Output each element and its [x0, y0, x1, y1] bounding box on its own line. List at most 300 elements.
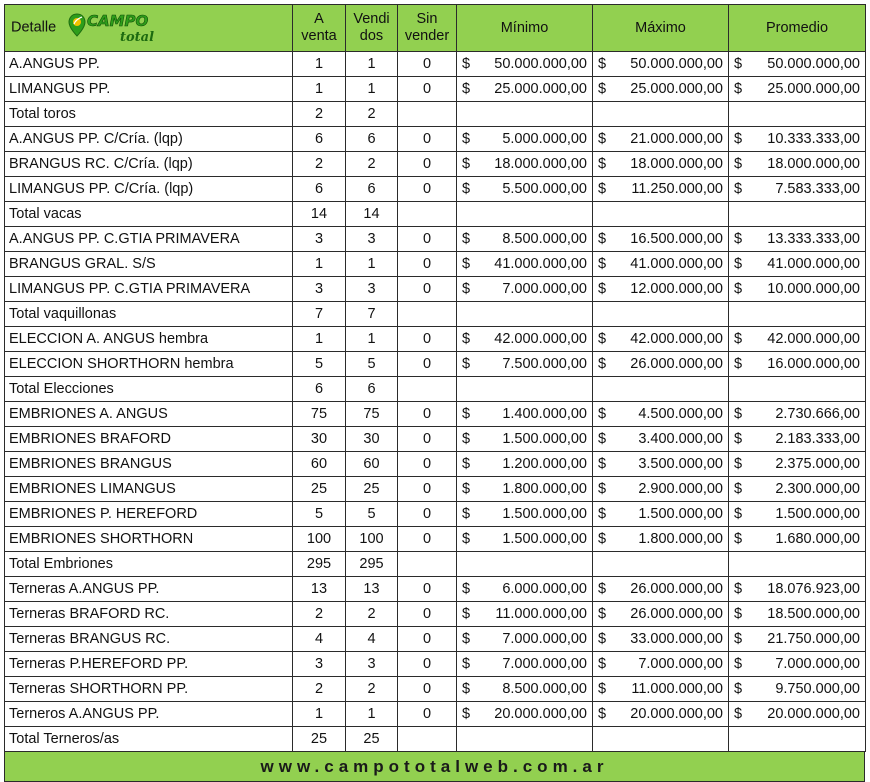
- cell-vendidos: 5: [346, 352, 398, 377]
- cell-maximo: [593, 677, 729, 702]
- currency-symbol: $: [462, 231, 471, 247]
- currency-symbol: $: [734, 631, 743, 647]
- table-row: [5, 227, 866, 252]
- currency-symbol: $: [462, 656, 471, 672]
- cell-minimo: [457, 452, 593, 477]
- cell-promedio: [729, 452, 866, 477]
- amount-maximo: 4.500.000,00: [638, 406, 723, 422]
- cell-sin-vender: 0: [398, 527, 457, 552]
- currency-symbol: $: [734, 581, 743, 597]
- amount-minimo: 42.000.000,00: [494, 331, 587, 347]
- amount-maximo: 25.000.000,00: [630, 81, 723, 97]
- cell-a-venta: 5: [293, 502, 346, 527]
- footer-website: www.campototalweb.com.ar: [4, 752, 865, 782]
- currency-symbol: $: [734, 606, 743, 622]
- currency-symbol: $: [598, 481, 607, 497]
- cell-detalle: LIMANGUS PP.: [5, 77, 293, 102]
- cell-maximo: [593, 77, 729, 102]
- total-row: [5, 377, 866, 402]
- cell-maximo: [593, 477, 729, 502]
- cell-minimo: [457, 677, 593, 702]
- header-vendidos: [346, 5, 398, 52]
- amount-promedio: 1.500.000,00: [775, 506, 860, 522]
- amount-maximo: 7.000.000,00: [638, 656, 723, 672]
- currency-symbol: $: [598, 581, 607, 597]
- amount-maximo: 3.500.000,00: [638, 456, 723, 472]
- currency-symbol: $: [734, 281, 743, 297]
- amount-promedio: 10.000.000,00: [767, 281, 860, 297]
- currency-symbol: $: [598, 606, 607, 622]
- cell-minimo: [457, 427, 593, 452]
- amount-maximo: 26.000.000,00: [630, 356, 723, 372]
- cell-detalle: Total Terneros/as: [5, 727, 293, 752]
- currency-symbol: $: [734, 706, 743, 722]
- cell-promedio: [729, 377, 866, 402]
- cell-a-venta: 3: [293, 277, 346, 302]
- cell-a-venta: 60: [293, 452, 346, 477]
- cell-maximo: [593, 127, 729, 152]
- amount-promedio: 1.680.000,00: [775, 531, 860, 547]
- currency-symbol: $: [598, 406, 607, 422]
- amount-maximo: 21.000.000,00: [630, 131, 723, 147]
- currency-symbol: $: [462, 281, 471, 297]
- cell-minimo: [457, 177, 593, 202]
- cell-minimo: [457, 477, 593, 502]
- cell-sin-vender: 0: [398, 652, 457, 677]
- cell-vendidos: 2: [346, 677, 398, 702]
- cell-sin-vender: 0: [398, 227, 457, 252]
- amount-promedio: 2.730.666,00: [775, 406, 860, 422]
- currency-symbol: $: [598, 631, 607, 647]
- cell-detalle: Terneros A.ANGUS PP.: [5, 702, 293, 727]
- currency-symbol: $: [734, 56, 743, 72]
- currency-symbol: $: [734, 431, 743, 447]
- amount-minimo: 50.000.000,00: [494, 56, 587, 72]
- cell-minimo: [457, 202, 593, 227]
- currency-symbol: $: [462, 56, 471, 72]
- cell-a-venta: 2: [293, 602, 346, 627]
- table-row: [5, 77, 866, 102]
- cell-minimo: [457, 602, 593, 627]
- currency-symbol: $: [734, 131, 743, 147]
- table-row: [5, 527, 866, 552]
- cell-a-venta: 5: [293, 352, 346, 377]
- cell-a-venta: 1: [293, 702, 346, 727]
- currency-symbol: $: [598, 156, 607, 172]
- cell-a-venta: 100: [293, 527, 346, 552]
- cell-sin-vender: [398, 102, 457, 127]
- cell-sin-vender: [398, 727, 457, 752]
- cell-sin-vender: 0: [398, 452, 457, 477]
- cell-detalle: ELECCION SHORTHORN hembra: [5, 352, 293, 377]
- cell-maximo: [593, 177, 729, 202]
- amount-promedio: 25.000.000,00: [767, 81, 860, 97]
- cell-vendidos: 13: [346, 577, 398, 602]
- currency-symbol: $: [734, 531, 743, 547]
- cell-minimo: [457, 402, 593, 427]
- cell-minimo: [457, 327, 593, 352]
- header-vendidos-line2: dos: [359, 28, 384, 44]
- cell-maximo: [593, 577, 729, 602]
- header-detalle-label: Detalle: [11, 19, 57, 36]
- cell-vendidos: 75: [346, 402, 398, 427]
- amount-maximo: 16.500.000,00: [630, 231, 723, 247]
- cell-sin-vender: [398, 377, 457, 402]
- cell-a-venta: 1: [293, 252, 346, 277]
- cell-vendidos: 3: [346, 277, 398, 302]
- cell-a-venta: 1: [293, 327, 346, 352]
- cell-promedio: [729, 677, 866, 702]
- currency-symbol: $: [598, 531, 607, 547]
- cell-promedio: [729, 227, 866, 252]
- cell-promedio: [729, 127, 866, 152]
- amount-promedio: 13.333.333,00: [767, 231, 860, 247]
- cell-minimo: [457, 527, 593, 552]
- cell-sin-vender: 0: [398, 627, 457, 652]
- header-a-venta-line2: venta: [301, 28, 337, 44]
- currency-symbol: $: [734, 231, 743, 247]
- header-promedio: Promedio: [729, 5, 866, 52]
- amount-minimo: 8.500.000,00: [502, 231, 587, 247]
- amount-maximo: 1.500.000,00: [638, 506, 723, 522]
- currency-symbol: $: [462, 581, 471, 597]
- amount-promedio: 18.500.000,00: [767, 606, 860, 622]
- cell-promedio: [729, 652, 866, 677]
- cell-maximo: [593, 327, 729, 352]
- cell-a-venta: 30: [293, 427, 346, 452]
- header-detalle: [5, 5, 293, 52]
- total-row: [5, 727, 866, 752]
- cell-minimo: [457, 252, 593, 277]
- amount-promedio: 7.583.333,00: [775, 181, 860, 197]
- amount-minimo: 1.200.000,00: [502, 456, 587, 472]
- cell-sin-vender: 0: [398, 127, 457, 152]
- currency-symbol: $: [462, 681, 471, 697]
- cell-promedio: [729, 277, 866, 302]
- currency-symbol: $: [462, 181, 471, 197]
- currency-symbol: $: [462, 131, 471, 147]
- cell-promedio: [729, 102, 866, 127]
- cell-minimo: [457, 227, 593, 252]
- logo-text-top: CAMPO: [87, 12, 149, 30]
- header-vendidos-line1: Vendi: [353, 11, 390, 27]
- total-row: [5, 102, 866, 127]
- cell-vendidos: 2: [346, 152, 398, 177]
- cell-maximo: [593, 102, 729, 127]
- cell-sin-vender: [398, 202, 457, 227]
- currency-symbol: $: [598, 706, 607, 722]
- cell-a-venta: 13: [293, 577, 346, 602]
- cell-promedio: [729, 727, 866, 752]
- cell-detalle: Terneras P.HEREFORD PP.: [5, 652, 293, 677]
- table-row: [5, 477, 866, 502]
- currency-symbol: $: [462, 256, 471, 272]
- header-sin-vender-line2: vender: [404, 28, 450, 44]
- cell-minimo: [457, 552, 593, 577]
- cell-sin-vender: 0: [398, 477, 457, 502]
- amount-minimo: 1.500.000,00: [502, 531, 587, 547]
- amount-maximo: 2.900.000,00: [638, 481, 723, 497]
- currency-symbol: $: [734, 681, 743, 697]
- amount-promedio: 2.375.000,00: [775, 456, 860, 472]
- cell-maximo: [593, 377, 729, 402]
- cell-promedio: [729, 477, 866, 502]
- cell-a-venta: 1: [293, 77, 346, 102]
- cell-maximo: [593, 52, 729, 77]
- cell-detalle: EMBRIONES SHORTHORN: [5, 527, 293, 552]
- amount-minimo: 1.500.000,00: [502, 506, 587, 522]
- table-row: [5, 52, 866, 77]
- amount-maximo: 26.000.000,00: [630, 606, 723, 622]
- cell-minimo: [457, 652, 593, 677]
- header-a-venta-line1: A: [314, 11, 324, 27]
- table-row: [5, 677, 866, 702]
- table-row: [5, 577, 866, 602]
- cell-sin-vender: 0: [398, 602, 457, 627]
- amount-minimo: 7.000.000,00: [502, 631, 587, 647]
- amount-promedio: 41.000.000,00: [767, 256, 860, 272]
- cell-maximo: [593, 702, 729, 727]
- cell-detalle: Terneras BRAFORD RC.: [5, 602, 293, 627]
- cell-vendidos: 14: [346, 202, 398, 227]
- amount-promedio: 9.750.000,00: [775, 681, 860, 697]
- currency-symbol: $: [734, 656, 743, 672]
- cell-promedio: [729, 252, 866, 277]
- cell-sin-vender: 0: [398, 177, 457, 202]
- cell-maximo: [593, 352, 729, 377]
- cell-maximo: [593, 502, 729, 527]
- cell-vendidos: 3: [346, 652, 398, 677]
- cell-detalle: A.ANGUS PP.: [5, 52, 293, 77]
- cell-minimo: [457, 377, 593, 402]
- cell-vendidos: 25: [346, 727, 398, 752]
- table-row: [5, 452, 866, 477]
- cell-sin-vender: 0: [398, 502, 457, 527]
- cell-maximo: [593, 627, 729, 652]
- cell-detalle: Total toros: [5, 102, 293, 127]
- currency-symbol: $: [598, 131, 607, 147]
- cell-detalle: Total vacas: [5, 202, 293, 227]
- amount-minimo: 25.000.000,00: [494, 81, 587, 97]
- cell-promedio: [729, 152, 866, 177]
- cell-detalle: EMBRIONES BRANGUS: [5, 452, 293, 477]
- amount-minimo: 18.000.000,00: [494, 156, 587, 172]
- currency-symbol: $: [734, 506, 743, 522]
- amount-promedio: 7.000.000,00: [775, 656, 860, 672]
- cell-minimo: [457, 702, 593, 727]
- cell-maximo: [593, 302, 729, 327]
- cell-promedio: [729, 502, 866, 527]
- currency-symbol: $: [598, 656, 607, 672]
- total-row: [5, 202, 866, 227]
- amount-minimo: 41.000.000,00: [494, 256, 587, 272]
- cell-sin-vender: 0: [398, 152, 457, 177]
- cell-maximo: [593, 277, 729, 302]
- cell-a-venta: 75: [293, 402, 346, 427]
- cell-a-venta: 2: [293, 677, 346, 702]
- cell-detalle: A.ANGUS PP. C.GTIA PRIMAVERA: [5, 227, 293, 252]
- cell-minimo: [457, 302, 593, 327]
- cell-sin-vender: 0: [398, 52, 457, 77]
- cell-sin-vender: 0: [398, 352, 457, 377]
- currency-symbol: $: [734, 156, 743, 172]
- currency-symbol: $: [598, 56, 607, 72]
- cell-promedio: [729, 352, 866, 377]
- cell-promedio: [729, 577, 866, 602]
- cell-vendidos: 60: [346, 452, 398, 477]
- currency-symbol: $: [598, 281, 607, 297]
- table-row: [5, 327, 866, 352]
- cell-promedio: [729, 327, 866, 352]
- amount-minimo: 6.000.000,00: [502, 581, 587, 597]
- cell-detalle: ELECCION A. ANGUS hembra: [5, 327, 293, 352]
- amount-promedio: 10.333.333,00: [767, 131, 860, 147]
- cell-vendidos: 1: [346, 327, 398, 352]
- currency-symbol: $: [462, 81, 471, 97]
- currency-symbol: $: [734, 331, 743, 347]
- table-row: [5, 152, 866, 177]
- currency-symbol: $: [462, 606, 471, 622]
- amount-maximo: 18.000.000,00: [630, 156, 723, 172]
- currency-symbol: $: [598, 506, 607, 522]
- amount-minimo: 5.000.000,00: [502, 131, 587, 147]
- cell-a-venta: 4: [293, 627, 346, 652]
- cell-vendidos: 2: [346, 602, 398, 627]
- currency-symbol: $: [598, 331, 607, 347]
- amount-maximo: 11.000.000,00: [631, 681, 723, 697]
- currency-symbol: $: [598, 231, 607, 247]
- amount-promedio: 20.000.000,00: [767, 706, 860, 722]
- cell-minimo: [457, 627, 593, 652]
- currency-symbol: $: [734, 81, 743, 97]
- header-a-venta: [293, 5, 346, 52]
- cell-maximo: [593, 202, 729, 227]
- cell-detalle: EMBRIONES A. ANGUS: [5, 402, 293, 427]
- amount-maximo: 26.000.000,00: [630, 581, 723, 597]
- cell-detalle: Total Elecciones: [5, 377, 293, 402]
- cell-a-venta: 295: [293, 552, 346, 577]
- table-row: [5, 602, 866, 627]
- logo-text-bottom: total: [120, 30, 155, 45]
- cell-vendidos: 5: [346, 502, 398, 527]
- cell-minimo: [457, 577, 593, 602]
- header-sin-vender: [398, 5, 457, 52]
- cell-detalle: EMBRIONES BRAFORD: [5, 427, 293, 452]
- cell-maximo: [593, 602, 729, 627]
- cell-maximo: [593, 252, 729, 277]
- amount-promedio: 18.076.923,00: [767, 581, 860, 597]
- cell-maximo: [593, 727, 729, 752]
- cell-sin-vender: 0: [398, 327, 457, 352]
- cell-vendidos: 2: [346, 102, 398, 127]
- cell-promedio: [729, 527, 866, 552]
- amount-minimo: 7.500.000,00: [502, 356, 587, 372]
- total-row: [5, 302, 866, 327]
- cell-maximo: [593, 652, 729, 677]
- amount-maximo: 20.000.000,00: [630, 706, 723, 722]
- cell-vendidos: 30: [346, 427, 398, 452]
- cell-a-venta: 2: [293, 152, 346, 177]
- campo-total-logo: [68, 11, 168, 45]
- cell-vendidos: 3: [346, 227, 398, 252]
- cell-minimo: [457, 102, 593, 127]
- cell-promedio: [729, 427, 866, 452]
- table-row: [5, 177, 866, 202]
- currency-symbol: $: [462, 456, 471, 472]
- cell-maximo: [593, 527, 729, 552]
- auction-results-table: [4, 4, 866, 752]
- table-row: [5, 652, 866, 677]
- amount-minimo: 1.400.000,00: [502, 406, 587, 422]
- cell-detalle: LIMANGUS PP. C/Cría. (lqp): [5, 177, 293, 202]
- cell-promedio: [729, 702, 866, 727]
- amount-promedio: 2.183.333,00: [775, 431, 860, 447]
- cell-minimo: [457, 727, 593, 752]
- table-row: [5, 352, 866, 377]
- cell-detalle: EMBRIONES P. HEREFORD: [5, 502, 293, 527]
- cell-maximo: [593, 427, 729, 452]
- cell-maximo: [593, 552, 729, 577]
- currency-symbol: $: [462, 431, 471, 447]
- table-body: [5, 52, 866, 752]
- cell-minimo: [457, 52, 593, 77]
- cell-sin-vender: 0: [398, 577, 457, 602]
- cell-vendidos: 7: [346, 302, 398, 327]
- cell-detalle: Terneras SHORTHORN PP.: [5, 677, 293, 702]
- cell-a-venta: 6: [293, 127, 346, 152]
- cell-detalle: BRANGUS RC. C/Cría. (lqp): [5, 152, 293, 177]
- cell-minimo: [457, 352, 593, 377]
- table-row: [5, 627, 866, 652]
- amount-minimo: 8.500.000,00: [502, 681, 587, 697]
- amount-promedio: 2.300.000,00: [775, 481, 860, 497]
- currency-symbol: $: [462, 706, 471, 722]
- cell-detalle: Total Embriones: [5, 552, 293, 577]
- currency-symbol: $: [462, 631, 471, 647]
- cell-promedio: [729, 302, 866, 327]
- table-row: [5, 127, 866, 152]
- amount-minimo: 1.800.000,00: [502, 481, 587, 497]
- cell-a-venta: 7: [293, 302, 346, 327]
- cell-promedio: [729, 602, 866, 627]
- cell-sin-vender: 0: [398, 277, 457, 302]
- cell-a-venta: 6: [293, 377, 346, 402]
- amount-promedio: 42.000.000,00: [767, 331, 860, 347]
- cell-detalle: Total vaquillonas: [5, 302, 293, 327]
- cell-sin-vender: [398, 302, 457, 327]
- logo-wordmark: [68, 11, 168, 45]
- amount-minimo: 1.500.000,00: [502, 431, 587, 447]
- cell-vendidos: 1: [346, 702, 398, 727]
- currency-symbol: $: [462, 531, 471, 547]
- cell-vendidos: 295: [346, 552, 398, 577]
- cell-vendidos: 1: [346, 77, 398, 102]
- cell-sin-vender: 0: [398, 702, 457, 727]
- cell-detalle: EMBRIONES LIMANGUS: [5, 477, 293, 502]
- cell-detalle: BRANGUS GRAL. S/S: [5, 252, 293, 277]
- cell-sin-vender: 0: [398, 402, 457, 427]
- amount-promedio: 50.000.000,00: [767, 56, 860, 72]
- amount-minimo: 5.500.000,00: [502, 181, 587, 197]
- amount-maximo: 41.000.000,00: [630, 256, 723, 272]
- currency-symbol: $: [462, 406, 471, 422]
- amount-minimo: 20.000.000,00: [494, 706, 587, 722]
- table-row: [5, 502, 866, 527]
- cell-a-venta: 14: [293, 202, 346, 227]
- cell-a-venta: 1: [293, 52, 346, 77]
- header-sin-vender-line1: Sin: [416, 11, 438, 27]
- currency-symbol: $: [462, 481, 471, 497]
